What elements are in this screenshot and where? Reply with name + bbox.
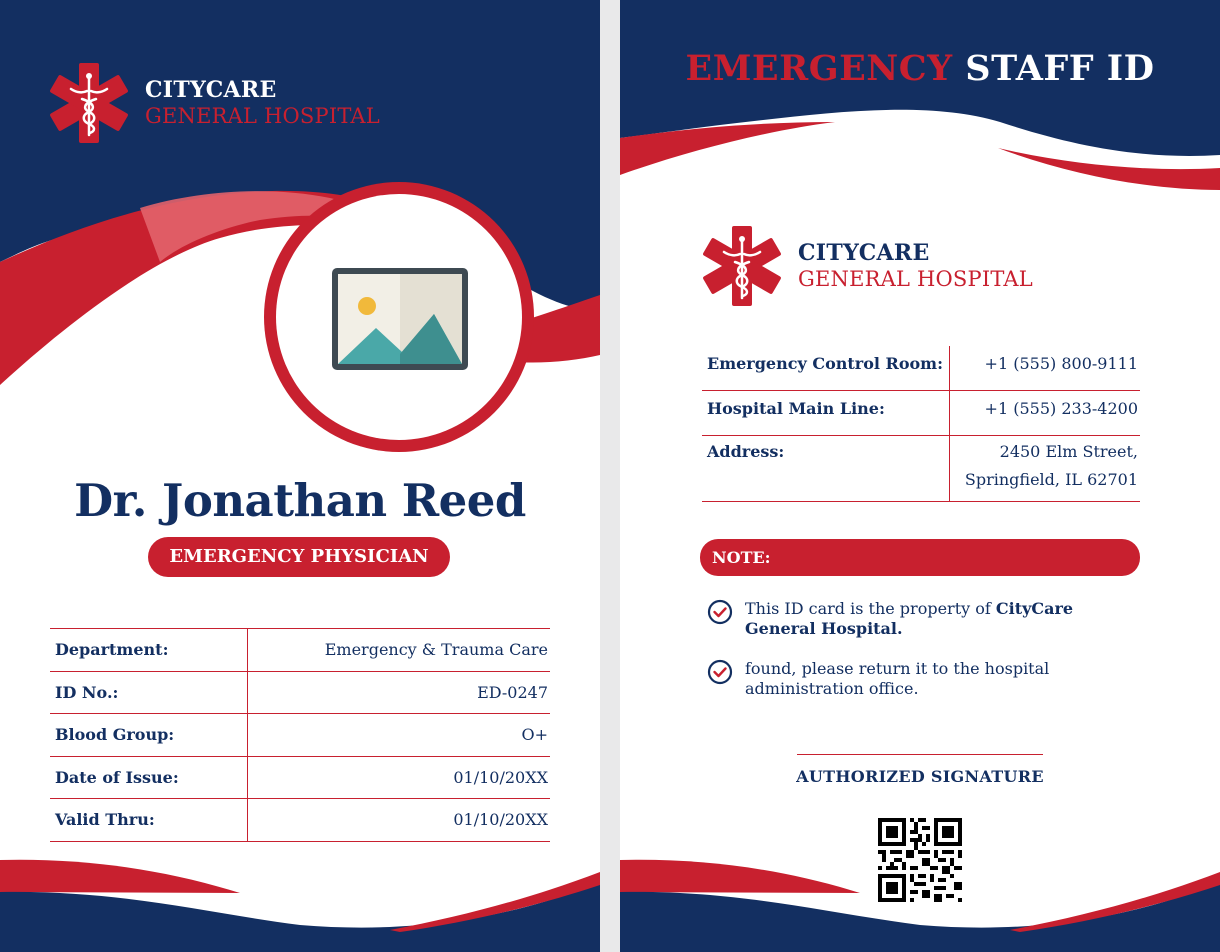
detail-value: Emergency & Trauma Care: [248, 629, 551, 672]
check-circle-icon: [706, 598, 734, 626]
address-line1: 2450 Elm Street,: [999, 442, 1138, 461]
hospital-name-line2: GENERAL HOSPITAL: [798, 266, 1033, 291]
note-item: [706, 659, 1146, 699]
qr-code: [878, 818, 962, 902]
contact-label: Hospital Main Line:: [702, 391, 950, 436]
detail-row: [50, 714, 550, 757]
address-line2: Springfield, IL 62701: [964, 470, 1138, 489]
photo-frame: [262, 180, 536, 454]
detail-label: Blood Group:: [50, 714, 248, 757]
hospital-logo: [49, 63, 380, 143]
note-item: [706, 599, 1146, 639]
detail-value: ED-0247: [248, 671, 551, 714]
detail-label: ID No.:: [50, 671, 248, 714]
caduceus-star-of-life-icon: [49, 63, 129, 143]
card-title-part1: EMERGENCY: [685, 48, 953, 89]
front-id-card: [0, 0, 600, 952]
contact-label: Emergency Control Room:: [702, 346, 950, 391]
back-id-card: [620, 0, 1220, 952]
detail-row: [50, 629, 550, 672]
contact-value: [950, 436, 1141, 502]
check-circle-icon: [706, 658, 734, 686]
caduceus-star-of-life-icon: [702, 226, 782, 306]
contact-row: [702, 391, 1140, 436]
hospital-name-line1: CITYCARE: [798, 240, 930, 267]
signature-label: AUTHORIZED SIGNATURE: [796, 767, 1044, 786]
hospital-logo: [702, 226, 1033, 306]
detail-label: Valid Thru:: [50, 799, 248, 842]
detail-value: O+: [248, 714, 551, 757]
detail-label: Department:: [50, 629, 248, 672]
hospital-name-line1: CITYCARE: [145, 77, 277, 104]
detail-label: Date of Issue:: [50, 756, 248, 799]
note-text-bold: CityCare General Hospital.: [745, 599, 1074, 638]
card-title: [620, 48, 1220, 89]
detail-row: [50, 756, 550, 799]
signature-line: [797, 754, 1043, 755]
contact-table: [702, 346, 1140, 502]
image-placeholder-icon: [332, 268, 468, 370]
contact-label: Address:: [702, 436, 950, 502]
detail-value: 01/10/20XX: [248, 756, 551, 799]
detail-value: 01/10/20XX: [248, 799, 551, 842]
card-title-part2: STAFF ID: [965, 48, 1155, 89]
staff-details-table: [50, 628, 550, 842]
hospital-name-line2: GENERAL HOSPITAL: [145, 103, 380, 128]
note-banner: NOTE:: [700, 539, 1140, 576]
detail-row: [50, 799, 550, 842]
detail-row: [50, 671, 550, 714]
contact-row: [702, 346, 1140, 391]
contact-value: +1 (555) 800-9111: [950, 346, 1141, 391]
staff-name: Dr. Jonathan Reed: [74, 474, 526, 527]
note-text-regular: This ID card is the property of: [745, 599, 996, 618]
note-text: [745, 599, 1146, 639]
note-text: found, please return it to the hospital administration office.: [745, 659, 1050, 698]
contact-value: +1 (555) 233-4200: [950, 391, 1141, 436]
role-badge: EMERGENCY PHYSICIAN: [148, 537, 450, 577]
contact-row: [702, 436, 1140, 502]
